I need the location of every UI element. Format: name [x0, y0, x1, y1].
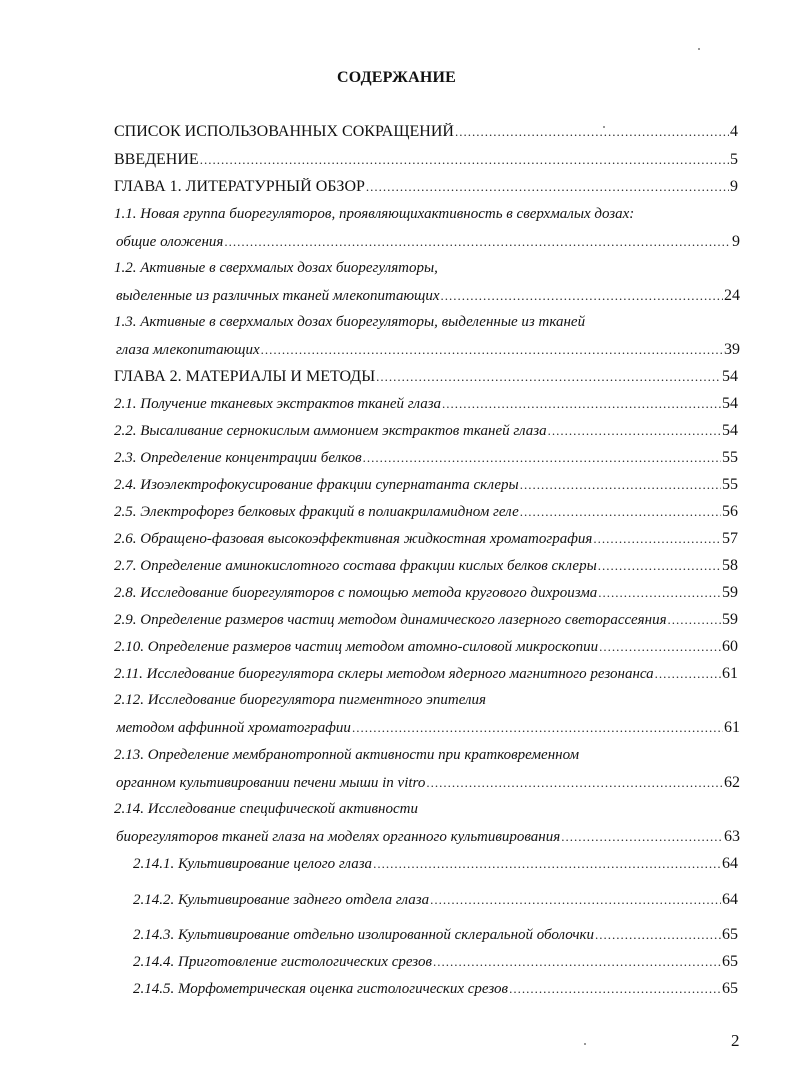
toc-entry-label: 2.14. Исследование специфической активности	[114, 801, 418, 817]
toc-entry-heading	[114, 314, 738, 336]
toc-entry-page: 9	[732, 233, 740, 250]
toc-entry	[116, 774, 740, 796]
dot-leader	[598, 558, 721, 574]
dot-leader	[224, 234, 731, 250]
toc-entry-label: 2.2. Высаливание сернокислым аммонием экстрактов тканей глаза	[114, 423, 547, 439]
toc-entry-heading	[114, 801, 738, 823]
toc-entry-label: 2.12. Исследование биорегулятора пигментного эпителия	[114, 692, 486, 708]
toc-entry-heading	[114, 747, 738, 769]
page-number: 2	[731, 1031, 740, 1050]
dot-leader	[352, 720, 723, 736]
toc-entry-label: 2.14.3. Культивирование отдельно изолированной склеральной оболочки	[133, 927, 595, 943]
toc-entry	[114, 123, 738, 145]
dot-leader	[599, 639, 721, 655]
toc-entry	[114, 665, 738, 687]
toc-entry-label: глаза млекопитающих	[116, 342, 260, 358]
scan-speck	[603, 126, 605, 128]
dot-leader	[595, 927, 721, 943]
toc-entry-heading	[114, 260, 738, 282]
toc-entry	[114, 584, 738, 606]
toc-entry-page: 59	[722, 611, 738, 628]
toc-entry-label: 2.5. Электрофорез белковых фракций в полиакриламидном геле	[114, 504, 519, 520]
toc-entry-page: 55	[722, 476, 738, 493]
toc-entry-page: 54	[722, 422, 738, 439]
dot-leader	[200, 152, 729, 168]
toc-entry	[116, 233, 740, 255]
dot-leader	[655, 666, 721, 682]
toc-entry-label: 2.9. Определение размеров частиц методом динамического лазерного светорассеяния	[114, 612, 667, 628]
toc-entry-label: ГЛАВА 1. ЛИТЕРАТУРНЫЙ ОБЗОР	[114, 178, 365, 195]
toc-entry-label: 2.14.2. Культивирование заднего отдела глаза	[133, 892, 430, 908]
toc-entry-label: 2.13. Определение мембранотропной активности при кратковременном	[114, 747, 580, 763]
toc-entry	[133, 953, 738, 975]
toc-entry-label: 2.14.4. Приготовление гистологических срезов	[133, 954, 432, 970]
toc-entry	[114, 611, 738, 633]
toc-entry	[114, 422, 738, 444]
dot-leader	[509, 981, 721, 997]
toc-entry-label: 1.1. Новая группа биорегуляторов, проявляющихактивность в сверхмалых дозах:	[114, 206, 635, 222]
toc-entry	[114, 476, 738, 498]
toc-entry-label: 2.7. Определение аминокислотного состава фракции кислых белков склеры	[114, 558, 597, 574]
toc-entry-label: СПИСОК ИСПОЛЬЗОВАННЫХ СОКРАЩЕНИЙ	[114, 123, 454, 140]
toc-entry-page: 58	[722, 557, 738, 574]
dot-leader	[598, 585, 721, 601]
toc-entry	[114, 178, 738, 200]
toc-entry	[114, 503, 738, 525]
toc-entry-page: 64	[722, 891, 738, 908]
toc-entry-label: 2.14.1. Культивирование целого глаза	[133, 856, 373, 872]
dot-leader	[373, 856, 721, 872]
dot-leader	[520, 477, 721, 493]
toc-entry	[114, 530, 738, 552]
toc-entry-label: 2.4. Изоэлектрофокусирование фракции супернатанта склеры	[114, 477, 519, 493]
toc-entry	[116, 287, 740, 309]
toc-entry-page: 65	[722, 953, 738, 970]
toc-entry-page: 63	[724, 828, 740, 845]
toc-entry	[133, 855, 738, 877]
toc-entry	[114, 638, 738, 660]
dot-leader	[561, 829, 723, 845]
toc-entry-label: 2.8. Исследование биорегуляторов с помощью метода кругового дихроизма	[114, 585, 598, 601]
dot-leader	[261, 342, 723, 358]
toc-entry-page: 56	[722, 503, 738, 520]
toc-entry-page: 9	[730, 178, 738, 195]
dot-leader	[455, 124, 729, 140]
dot-leader	[593, 531, 721, 547]
toc-entry-page: 61	[722, 665, 738, 682]
dot-leader	[441, 288, 723, 304]
toc-entry-page: 39	[724, 341, 740, 358]
toc-entry-page: 57	[722, 530, 738, 547]
toc-entry-page: 4	[730, 123, 738, 140]
toc-entry-label: ГЛАВА 2. МАТЕРИАЛЫ И МЕТОДЫ	[114, 368, 376, 385]
toc-entry-page: 60	[722, 638, 738, 655]
toc-entry	[133, 980, 738, 1002]
dot-leader	[668, 612, 721, 628]
scan-speck	[584, 1043, 586, 1045]
scan-speck	[698, 48, 700, 50]
toc-entry-label: 2.10. Определение размеров частиц методом атомно-силовой микроскопии	[114, 639, 599, 655]
toc-entry-page: 61	[724, 719, 740, 736]
dot-leader	[363, 450, 721, 466]
toc-entry-label: 1.2. Активные в сверхмалых дозах биорегуляторы,	[114, 260, 438, 276]
dot-leader	[548, 423, 721, 439]
toc-entry-heading	[114, 692, 738, 714]
toc-entry	[114, 557, 738, 579]
dot-leader	[366, 179, 729, 195]
toc-entry	[133, 926, 738, 948]
toc-entry-label: 2.14.5. Морфометрическая оценка гистологических срезов	[133, 981, 509, 997]
toc-entry-label: выделенные из различных тканей млекопитающих	[116, 288, 440, 304]
toc-entry-label: 1.3. Активные в сверхмалых дозах биорегуляторы, выделенные из тканей	[114, 314, 586, 330]
toc-entry-label: 2.3. Определение концентрации белков	[114, 450, 362, 466]
toc-entry-heading	[114, 206, 738, 228]
toc-entry-label: ВВЕДЕНИЕ	[114, 151, 199, 168]
toc-entry-page: 24	[724, 287, 740, 304]
toc-entry	[114, 368, 738, 390]
toc-entry	[114, 449, 738, 471]
dot-leader	[376, 369, 721, 385]
toc-entry-page: 55	[722, 449, 738, 466]
dot-leader	[426, 775, 723, 791]
dot-leader	[442, 396, 721, 412]
toc-entry	[116, 828, 740, 850]
page-title: СОДЕРЖАНИЕ	[336, 69, 457, 86]
toc-entry	[116, 341, 740, 363]
toc-entry-page: 65	[722, 926, 738, 943]
toc-entry	[114, 151, 738, 173]
toc-entry	[116, 719, 740, 741]
toc-entry-page: 64	[722, 855, 738, 872]
dot-leader	[433, 954, 721, 970]
toc-entry-page: 65	[722, 980, 738, 997]
dot-leader	[430, 892, 721, 908]
toc-entry-label: 2.6. Обращено-фазовая высокоэффективная жидкостная хроматография	[114, 531, 593, 547]
toc-entry-label: органном культивировании печени мыши in vitro	[116, 775, 426, 791]
toc-entry-label: биорегуляторов тканей глаза на моделях органного культивирования	[116, 829, 561, 845]
toc-entry-label: 2.11. Исследование биорегулятора склеры методом ядерного магнитного резонанса	[114, 666, 654, 682]
dot-leader	[520, 504, 721, 520]
toc-entry-label: методом аффинной хроматографии	[116, 720, 351, 736]
toc-entry-page: 62	[724, 774, 740, 791]
toc-entry	[114, 395, 738, 417]
toc-entry-page: 5	[730, 151, 738, 168]
toc-entry-label: общие оложения	[116, 234, 224, 250]
toc-entry-page: 54	[722, 368, 738, 385]
toc-entry-page: 59	[722, 584, 738, 601]
toc-entry	[133, 891, 738, 913]
toc-entry-label: 2.1. Получение тканевых экстрактов тканей глаза	[114, 396, 442, 412]
toc-entry-page: 54	[722, 395, 738, 412]
